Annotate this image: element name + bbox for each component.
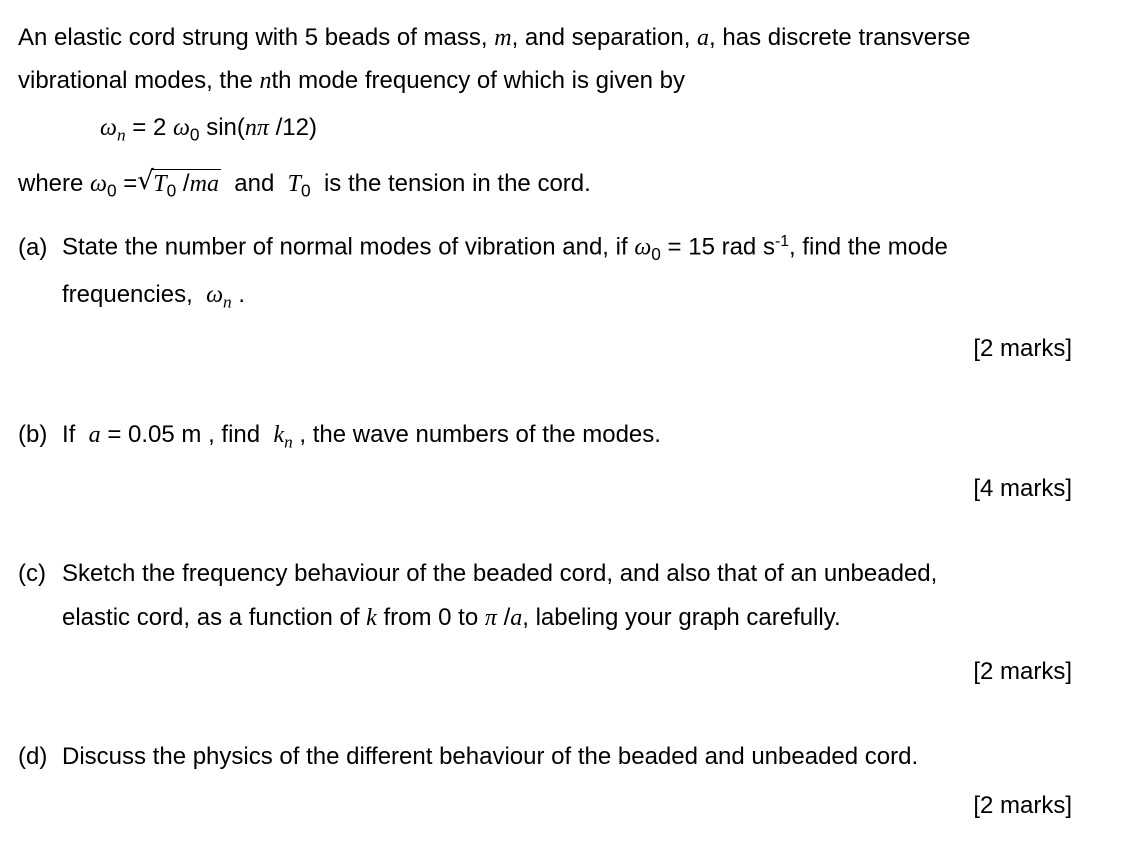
part-c-line-2: elastic cord, as a function of k from 0 to π /a, labeling your graph carefully. [62, 604, 841, 631]
part-c-line-1 [18, 562, 937, 586]
intro-line-2: vibrational modes, the nth mode frequency of which is given by [18, 67, 686, 94]
part-a-marks: [2 marks] [973, 335, 1072, 362]
part-a-line-1: (a) State the number of normal modes of vibration and, if $\omega_0 = 15$ rad $s^{-1}$, find the mode [18, 233, 948, 265]
part-d-label: (d) [18, 743, 48, 770]
part-d-line-1 [18, 745, 918, 769]
part-a-label: (a) [18, 233, 48, 261]
part-c-label: (c) [18, 560, 46, 587]
part-d-text-1: Discuss the physics of the different behaviour of the beaded and unbeaded cord. [62, 743, 919, 770]
intro-line-1: An elastic cord strung with 5 beads of mass, m, and separation, a, has discrete transverse [18, 24, 971, 51]
dispersion-equation: $\omega_n = 2$ $\omega_0$ sin(nπ /12) [100, 114, 317, 145]
part-b-label: (b) [18, 421, 48, 448]
part-b-line-1: (b) If a = 0.05 m , find $k_n$ , the wave numbers of the modes. [18, 421, 661, 452]
part-c-marks: [2 marks] [973, 658, 1072, 685]
where-definition: where $\omega_0$ = √ $T_0$ /ma and $T_0$ is the tension in the cord. [18, 166, 591, 201]
part-b-marks: [4 marks] [973, 475, 1072, 502]
part-c-text-1: Sketch the frequency behaviour of the beaded cord, and also that of an unbeaded, [62, 560, 938, 587]
part-a-line-2: frequencies, $\omega_n$ . [62, 281, 246, 312]
part-d-marks: [2 marks] [973, 792, 1072, 819]
